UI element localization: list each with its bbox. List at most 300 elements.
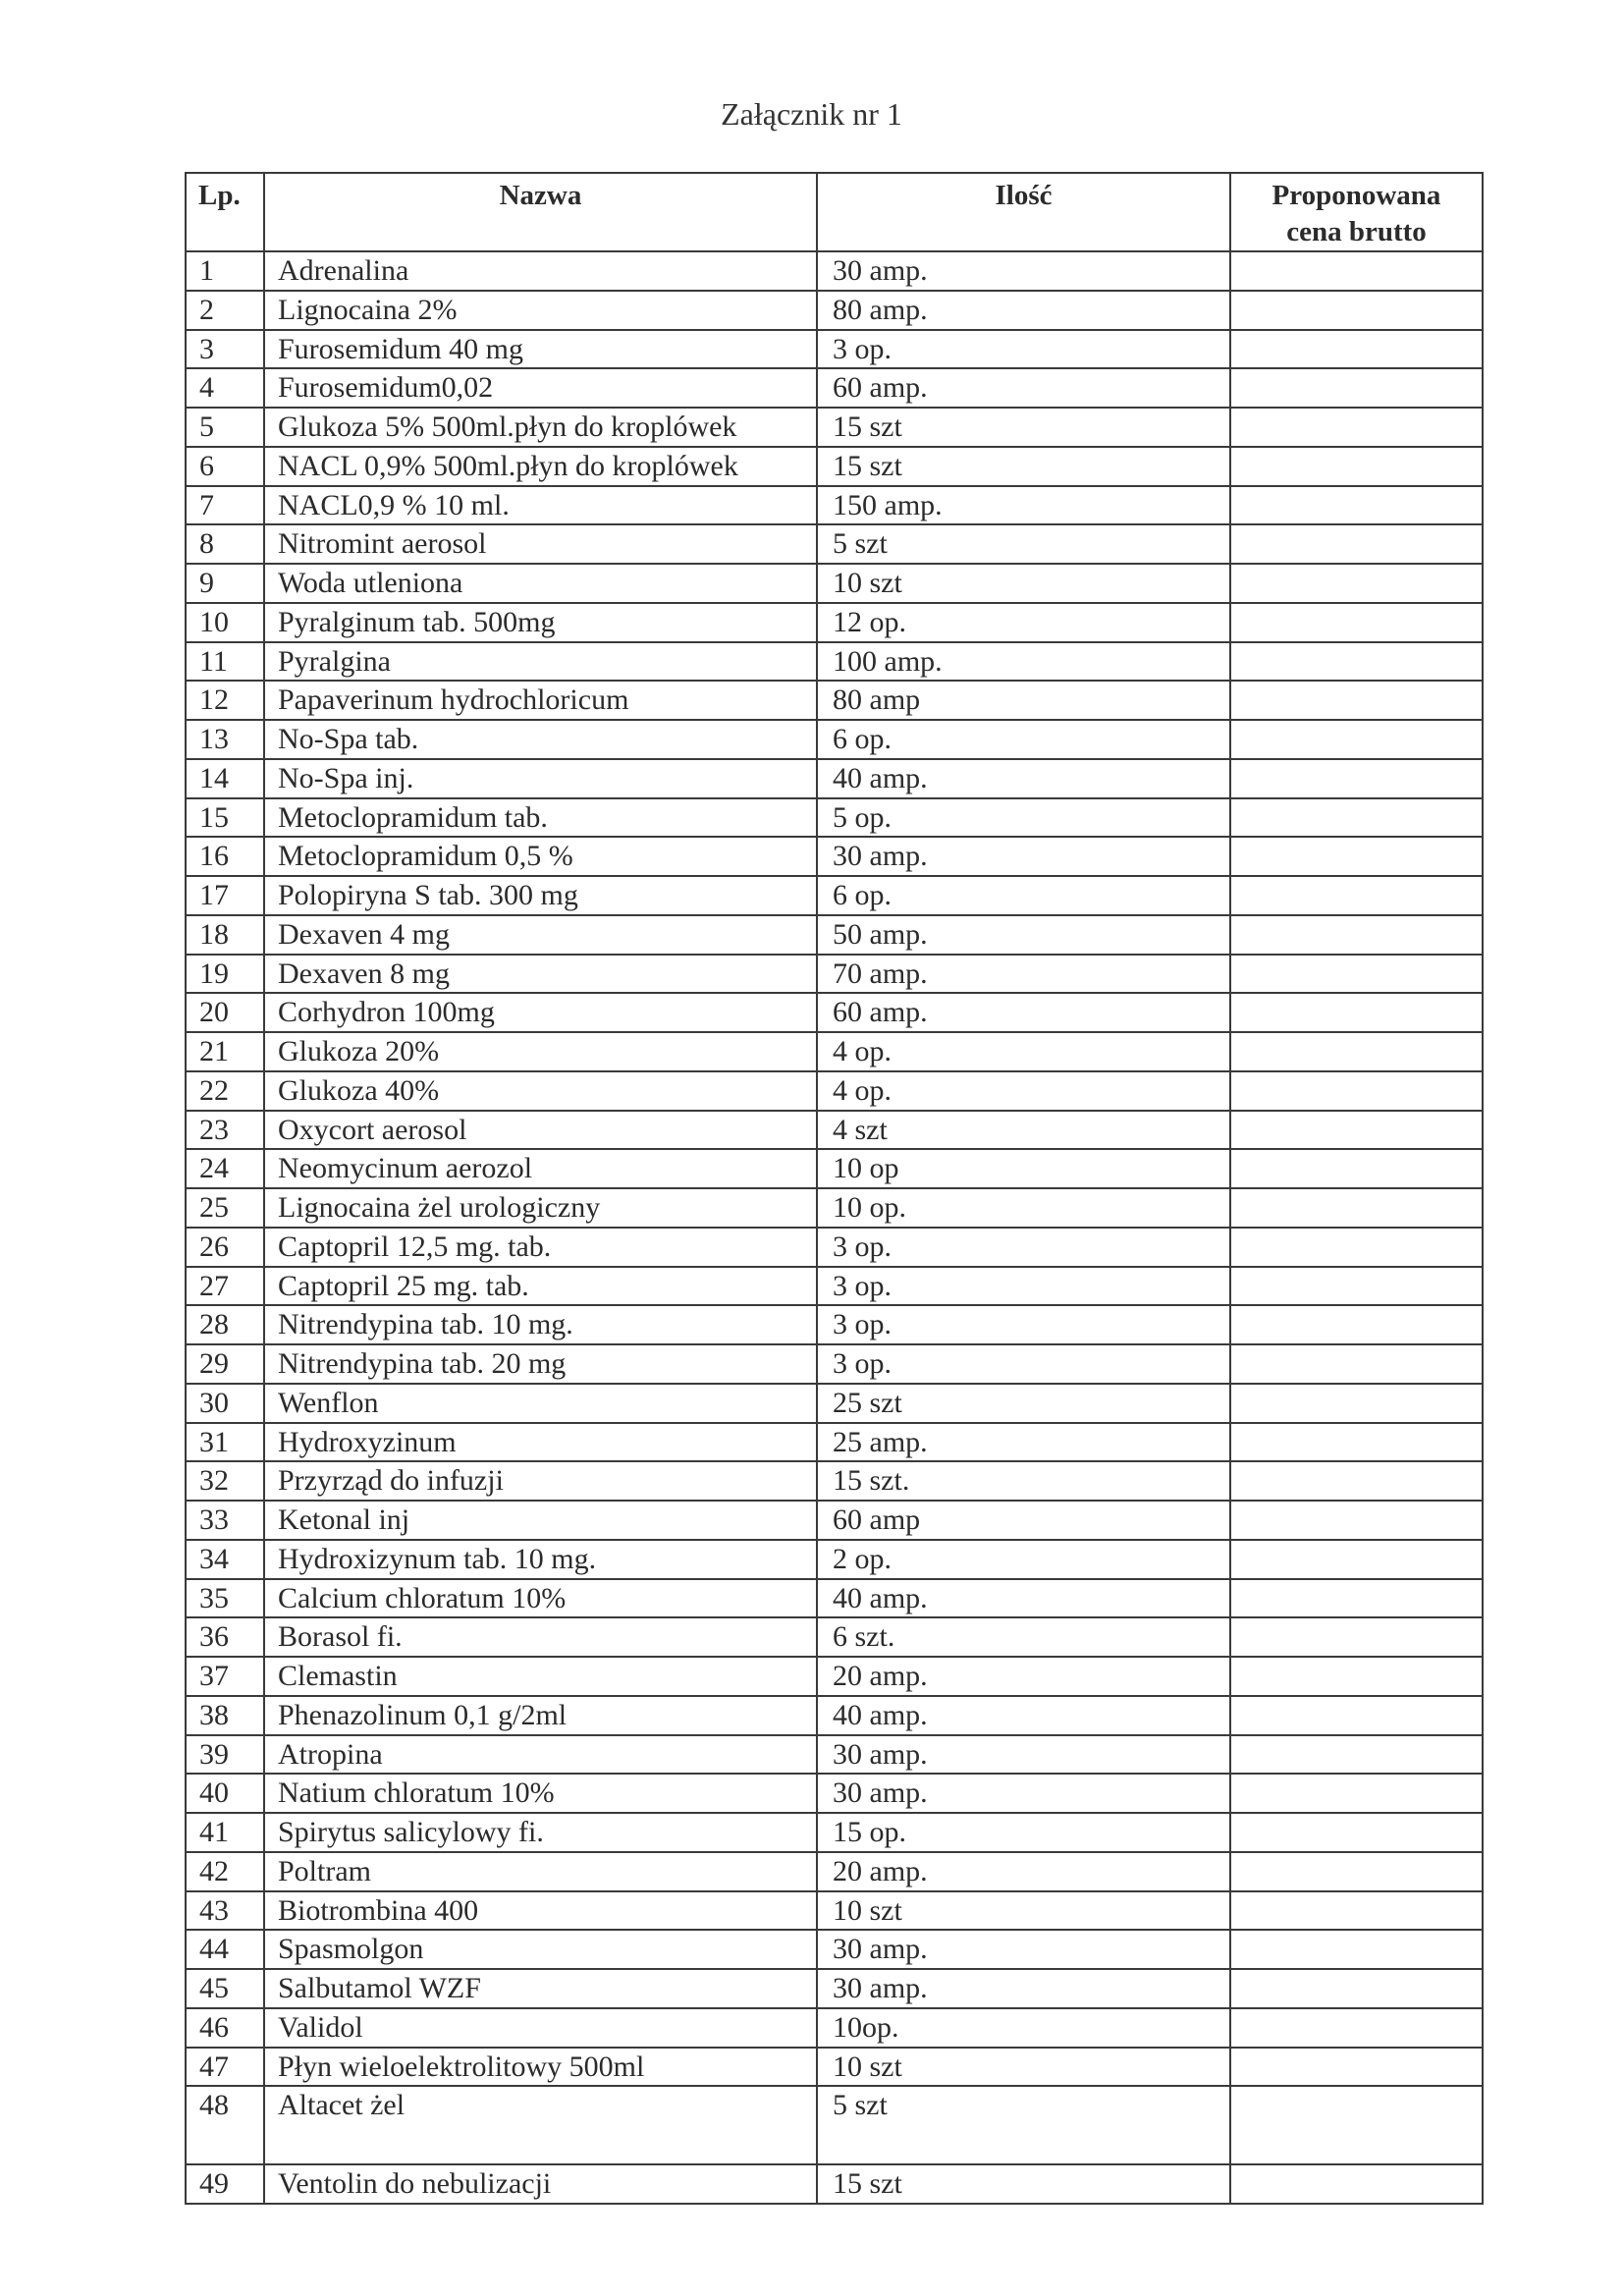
row-price-text [1231, 1541, 1482, 1543]
row-price[interactable] [1230, 1188, 1483, 1228]
row-lp [186, 759, 264, 798]
table-row [186, 2008, 1483, 2048]
row-name [264, 1579, 817, 1618]
row-lp-text: 3 [199, 332, 214, 365]
row-quantity [817, 993, 1230, 1032]
row-quantity [817, 1891, 1230, 1931]
row-quantity-text: 12 op. [833, 605, 906, 638]
row-name-text: Natium chloratum 10% [278, 1777, 555, 1810]
row-quantity-text: 10op. [833, 2010, 899, 2044]
row-lp-text: 16 [199, 840, 229, 873]
row-name [264, 2086, 817, 2164]
row-name [264, 1228, 817, 1267]
row-price[interactable] [1230, 291, 1483, 330]
row-lp [186, 1149, 264, 1188]
row-price[interactable] [1230, 408, 1483, 447]
row-quantity [817, 759, 1230, 798]
row-price[interactable] [1230, 955, 1483, 994]
row-quantity [817, 1071, 1230, 1111]
row-price-text [1231, 1268, 1482, 1270]
table-row [186, 564, 1483, 603]
row-name-text: Salbutamol WZF [278, 1972, 481, 2004]
row-name-text: Spasmolgon [278, 1933, 424, 1966]
row-price-text [1231, 1736, 1482, 1738]
row-lp [186, 1969, 264, 2008]
row-name [264, 681, 817, 720]
row-lp-text: 5 [199, 410, 214, 443]
row-price-text [1231, 916, 1482, 918]
row-price-text [1231, 331, 1482, 333]
row-price[interactable] [1230, 1423, 1483, 1462]
row-price[interactable] [1230, 642, 1483, 682]
row-name-text: Calcium chloratum 10% [278, 1581, 567, 1614]
row-quantity [817, 1423, 1230, 1462]
row-quantity [817, 1696, 1230, 1735]
row-lp-text: 13 [199, 723, 229, 755]
row-lp-text: 31 [199, 1425, 229, 1458]
row-name-text: Atropina [278, 1737, 383, 1771]
row-name [264, 330, 817, 369]
row-quantity-text: 5 szt [833, 527, 888, 561]
row-price-text [1231, 1775, 1482, 1777]
row-name [264, 1305, 817, 1344]
row-quantity [817, 291, 1230, 330]
row-quantity-text: 3 op. [833, 1230, 892, 1263]
row-price-text [1231, 1970, 1482, 1972]
row-quantity [817, 1735, 1230, 1775]
row-quantity-text: 10 szt [833, 2050, 902, 2083]
row-quantity [817, 1032, 1230, 1071]
row-price[interactable] [1230, 2164, 1483, 2204]
row-name-text: Płyn wieloelektrolitowy 500ml [278, 2050, 645, 2083]
row-lp-text: 38 [199, 1698, 229, 1731]
row-quantity [817, 408, 1230, 447]
row-price[interactable] [1230, 1813, 1483, 1852]
table-row [186, 2164, 1483, 2204]
row-quantity-text: 3 op. [833, 1269, 892, 1302]
table-header-row [186, 173, 1483, 251]
row-price-text [1231, 1229, 1482, 1230]
row-price-text [1231, 2165, 1482, 2167]
row-lp [186, 1579, 264, 1618]
row-name [264, 837, 817, 876]
row-lp-text: 47 [199, 2050, 229, 2083]
row-quantity [817, 915, 1230, 955]
row-price[interactable] [1230, 2048, 1483, 2087]
row-quantity [817, 1267, 1230, 1306]
row-price[interactable] [1230, 1735, 1483, 1775]
row-price-text [1231, 1658, 1482, 1660]
row-quantity-text: 10 op [833, 1152, 899, 1185]
row-lp-text: 28 [199, 1308, 229, 1341]
table-row [186, 1696, 1483, 1735]
row-price[interactable] [1230, 564, 1483, 603]
row-quantity-text: 3 op. [833, 1308, 892, 1341]
row-price-text [1231, 1345, 1482, 1347]
row-name [264, 1969, 817, 2008]
row-price[interactable] [1230, 2008, 1483, 2048]
row-quantity-text: 40 amp. [833, 761, 928, 794]
row-price[interactable] [1230, 837, 1483, 876]
row-lp-text: 9 [199, 567, 214, 599]
row-price-text [1231, 1814, 1482, 1816]
row-name [264, 1071, 817, 1111]
row-lp [186, 876, 264, 915]
row-price-text [1231, 565, 1482, 567]
row-price-text [1231, 1580, 1482, 1582]
row-lp [186, 1774, 264, 1813]
row-quantity [817, 368, 1230, 408]
row-price[interactable] [1230, 1384, 1483, 1423]
row-quantity-text: 25 szt [833, 1386, 902, 1419]
row-name-text: Nitrendypina tab. 10 mg. [278, 1308, 573, 1341]
row-price[interactable] [1230, 1852, 1483, 1891]
row-price-text [1231, 2087, 1482, 2089]
row-name [264, 1735, 817, 1775]
row-price[interactable] [1230, 1969, 1483, 2008]
row-lp [186, 1617, 264, 1657]
row-quantity-text: 15 szt [833, 410, 902, 443]
row-quantity [817, 1930, 1230, 1969]
row-name [264, 1149, 817, 1188]
row-name-text: Glukoza 5% 500ml.płyn do kroplówek [278, 410, 737, 443]
row-quantity [817, 642, 1230, 682]
row-name [264, 1111, 817, 1150]
row-lp-text: 41 [199, 1816, 229, 1848]
row-lp [186, 1696, 264, 1735]
row-price[interactable] [1230, 1461, 1483, 1501]
row-lp-text: 44 [199, 1933, 229, 1966]
row-lp [186, 681, 264, 720]
row-lp [186, 798, 264, 838]
row-name-text: Glukoza 40% [278, 1073, 440, 1107]
row-price[interactable] [1230, 1071, 1483, 1111]
row-quantity-text: 2 op. [833, 1542, 892, 1575]
row-price-text [1231, 252, 1482, 254]
row-lp [186, 1735, 264, 1775]
row-lp-text: 49 [199, 2166, 229, 2200]
row-price[interactable] [1230, 1267, 1483, 1306]
row-price[interactable] [1230, 1891, 1483, 1931]
row-name-text: Dexaven 4 mg [278, 917, 450, 951]
table-row [186, 915, 1483, 955]
row-price[interactable] [1230, 524, 1483, 564]
row-quantity [817, 955, 1230, 994]
row-price[interactable] [1230, 603, 1483, 642]
row-lp [186, 2048, 264, 2087]
row-quantity [817, 1579, 1230, 1618]
row-name-text: Clemastin [278, 1660, 398, 1692]
row-price[interactable] [1230, 2086, 1483, 2164]
row-name [264, 1657, 817, 1696]
table-row [186, 1384, 1483, 1423]
row-price[interactable] [1230, 993, 1483, 1032]
row-name [264, 1344, 817, 1384]
table-row [186, 642, 1483, 682]
row-price[interactable] [1230, 1774, 1483, 1813]
row-quantity-text: 40 amp. [833, 1581, 928, 1614]
row-lp-text: 4 [199, 371, 214, 405]
row-lp-text: 12 [199, 683, 229, 717]
table-row [186, 1111, 1483, 1150]
row-name [264, 1891, 817, 1931]
header-name: Nazwa [264, 173, 817, 251]
row-quantity-text: 15 szt [833, 2166, 902, 2200]
row-lp [186, 1344, 264, 1384]
row-price-text [1231, 2049, 1482, 2050]
row-lp [186, 486, 264, 525]
row-quantity-text: 60 amp [833, 1503, 921, 1536]
table-row [186, 486, 1483, 525]
table-row [186, 759, 1483, 798]
row-quantity [817, 1384, 1230, 1423]
row-quantity [817, 2048, 1230, 2087]
row-price[interactable] [1230, 447, 1483, 486]
row-quantity-text: 5 op. [833, 800, 892, 834]
row-lp [186, 642, 264, 682]
row-lp [186, 524, 264, 564]
row-lp [186, 720, 264, 759]
table-row [186, 1071, 1483, 1111]
row-name-text: Papaverinum hydrochloricum [278, 683, 629, 717]
row-lp [186, 837, 264, 876]
table-row [186, 1813, 1483, 1852]
row-quantity [817, 1228, 1230, 1267]
row-name-text: Validol [278, 2010, 363, 2044]
table-row [186, 798, 1483, 838]
row-name-text: Metoclopramidum tab. [278, 800, 548, 834]
row-name [264, 1813, 817, 1852]
row-price-text [1231, 1697, 1482, 1699]
row-price[interactable] [1230, 915, 1483, 955]
row-price[interactable] [1230, 1228, 1483, 1267]
row-price[interactable] [1230, 1149, 1483, 1188]
row-price-text [1231, 1462, 1482, 1464]
row-price-text [1231, 1072, 1482, 1074]
row-quantity-text: 30 amp. [833, 840, 928, 873]
row-price[interactable] [1230, 681, 1483, 720]
row-name [264, 993, 817, 1032]
row-quantity-text: 60 amp. [833, 996, 928, 1029]
row-lp [186, 603, 264, 642]
row-name-text: Nitrendypina tab. 20 mg [278, 1347, 567, 1380]
row-lp [186, 1228, 264, 1267]
row-quantity-text: 4 op. [833, 1073, 892, 1107]
row-name-text: Neomycinum aerozol [278, 1152, 533, 1185]
table-row [186, 1228, 1483, 1267]
row-lp-text: 19 [199, 957, 229, 990]
row-name-text: Poltram [278, 1854, 371, 1887]
table-row [186, 837, 1483, 876]
row-quantity-text: 20 amp. [833, 1854, 928, 1887]
table-row [186, 603, 1483, 642]
row-quantity [817, 837, 1230, 876]
row-price-text [1231, 1618, 1482, 1620]
row-name [264, 1930, 817, 1969]
table-row [186, 368, 1483, 408]
row-quantity [817, 2164, 1230, 2204]
row-quantity-text: 30 amp. [833, 254, 928, 287]
row-quantity-text: 6 op. [833, 723, 892, 755]
row-quantity [817, 524, 1230, 564]
row-price[interactable] [1230, 759, 1483, 798]
row-lp [186, 1305, 264, 1344]
table-row [186, 1305, 1483, 1344]
row-name [264, 2164, 817, 2204]
row-name [264, 524, 817, 564]
row-name-text: Pyralgina [278, 644, 391, 678]
row-lp [186, 1813, 264, 1852]
row-quantity-text: 150 amp. [833, 488, 943, 521]
row-lp-text: 37 [199, 1660, 229, 1692]
row-name [264, 1774, 817, 1813]
row-quantity-text: 10 szt [833, 567, 902, 599]
row-lp-text: 7 [199, 488, 214, 521]
row-quantity-text: 5 szt [833, 2089, 888, 2122]
row-lp-text: 25 [199, 1191, 229, 1224]
row-quantity-text: 6 op. [833, 879, 892, 911]
row-price[interactable] [1230, 798, 1483, 838]
row-quantity [817, 1111, 1230, 1150]
row-name-text: Przyrząd do infuzji [278, 1464, 504, 1498]
row-price-text [1231, 369, 1482, 371]
row-lp-text: 36 [199, 1620, 229, 1654]
table-row [186, 2048, 1483, 2087]
table-row [186, 876, 1483, 915]
row-price[interactable] [1230, 1579, 1483, 1618]
row-quantity-text: 60 amp. [833, 371, 928, 405]
row-quantity-text: 15 op. [833, 1816, 906, 1848]
row-quantity [817, 564, 1230, 603]
row-name-text: Corhydron 100mg [278, 996, 495, 1029]
row-name-text: Ventolin do nebulizacji [278, 2166, 552, 2200]
row-lp-text: 40 [199, 1777, 229, 1810]
row-quantity [817, 486, 1230, 525]
row-name [264, 291, 817, 330]
row-price[interactable] [1230, 1344, 1483, 1384]
row-price-text [1231, 994, 1482, 996]
row-name-text: No-Spa inj. [278, 761, 414, 794]
row-quantity [817, 2086, 1230, 2164]
row-quantity [817, 1617, 1230, 1657]
row-name [264, 2048, 817, 2087]
row-lp [186, 1657, 264, 1696]
row-price[interactable] [1230, 330, 1483, 369]
row-name-text: Woda utleniona [278, 567, 463, 599]
row-name [264, 955, 817, 994]
row-price-text [1231, 799, 1482, 801]
row-lp [186, 2086, 264, 2164]
row-name-text: Adrenalina [278, 254, 409, 287]
header-lp: Lp. [186, 173, 264, 251]
row-lp-text: 2 [199, 293, 214, 326]
row-lp-text: 30 [199, 1386, 229, 1419]
row-price-text [1231, 877, 1482, 879]
row-quantity [817, 1774, 1230, 1813]
row-name-text: NACL0,9 % 10 ml. [278, 488, 510, 521]
row-lp-text: 14 [199, 761, 229, 794]
table-row [186, 1774, 1483, 1813]
row-price[interactable] [1230, 1617, 1483, 1657]
row-name-text: Ketonal inj [278, 1503, 410, 1536]
row-lp-text: 48 [199, 2089, 229, 2122]
row-price[interactable] [1230, 876, 1483, 915]
row-name-text: Wenflon [278, 1386, 379, 1419]
row-name [264, 564, 817, 603]
row-quantity [817, 330, 1230, 369]
row-price[interactable] [1230, 486, 1483, 525]
row-lp [186, 1540, 264, 1579]
row-quantity [817, 876, 1230, 915]
row-quantity-text: 100 amp. [833, 644, 943, 678]
row-lp-text: 23 [199, 1113, 229, 1146]
row-name [264, 1461, 817, 1501]
row-price[interactable] [1230, 1657, 1483, 1696]
row-lp [186, 1384, 264, 1423]
row-name [264, 915, 817, 955]
row-quantity-text: 80 amp. [833, 293, 928, 326]
table-row [186, 1188, 1483, 1228]
row-name [264, 1188, 817, 1228]
row-name [264, 1540, 817, 1579]
row-price-text [1231, 643, 1482, 645]
row-name-text: Metoclopramidum 0,5 % [278, 840, 573, 873]
row-price-text [1231, 1892, 1482, 1894]
row-quantity-text: 15 szt [833, 449, 902, 482]
row-price-text [1231, 448, 1482, 450]
row-price[interactable] [1230, 1032, 1483, 1071]
row-name-text: Dexaven 8 mg [278, 957, 450, 990]
row-price[interactable] [1230, 1696, 1483, 1735]
table-row [186, 1461, 1483, 1501]
table-row [186, 1423, 1483, 1462]
row-name [264, 1384, 817, 1423]
table-row [186, 408, 1483, 447]
row-price[interactable] [1230, 251, 1483, 291]
row-name-text: No-Spa tab. [278, 723, 419, 755]
row-price[interactable] [1230, 1540, 1483, 1579]
row-lp [186, 1852, 264, 1891]
row-quantity-text: 10 szt [833, 1893, 902, 1927]
row-name [264, 1617, 817, 1657]
row-price-text [1231, 409, 1482, 410]
row-lp-text: 29 [199, 1347, 229, 1380]
table-row [186, 1657, 1483, 1696]
row-price[interactable] [1230, 1305, 1483, 1344]
row-name-text: Polopiryna S tab. 300 mg [278, 879, 578, 911]
row-price-text [1231, 682, 1482, 683]
row-lp [186, 1891, 264, 1931]
row-quantity [817, 1540, 1230, 1579]
row-name [264, 1696, 817, 1735]
row-price[interactable] [1230, 1930, 1483, 1969]
row-name-text: Furosemidum0,02 [278, 371, 494, 405]
row-price[interactable] [1230, 1111, 1483, 1150]
row-quantity-text: 40 amp. [833, 1698, 928, 1731]
row-name-text: Phenazolinum 0,1 g/2ml [278, 1698, 568, 1731]
row-name [264, 408, 817, 447]
row-name [264, 1267, 817, 1306]
row-lp [186, 1501, 264, 1540]
row-price-text [1231, 1306, 1482, 1308]
row-price[interactable] [1230, 1501, 1483, 1540]
row-lp-text: 26 [199, 1230, 229, 1263]
row-lp [186, 368, 264, 408]
row-price[interactable] [1230, 368, 1483, 408]
row-lp-text: 21 [199, 1035, 229, 1067]
table-row [186, 1540, 1483, 1579]
row-price[interactable] [1230, 720, 1483, 759]
